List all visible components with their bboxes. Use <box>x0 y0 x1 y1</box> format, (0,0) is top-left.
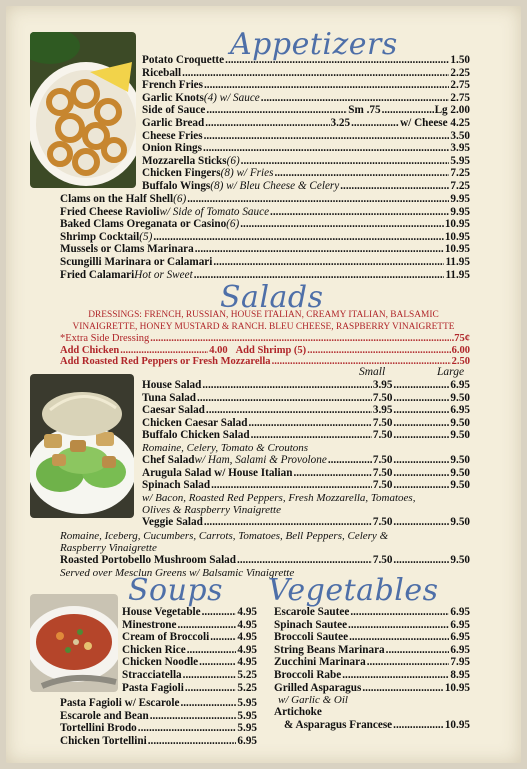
menu-item: Grilled Asparagus ..... 10.95 <box>274 682 470 695</box>
menu-item: String Beans Marinara ..... 6.95 <box>274 644 470 657</box>
menu-item: Mozzarella Sticks (6) ..... 5.95 <box>142 155 470 168</box>
item-description: w/ Bacon, Roasted Red Peppers, Fresh Mozzarella, Tomatoes, <box>142 491 416 504</box>
menu-item: Chicken Rice ..... 4.95 <box>122 644 257 657</box>
menu-item: Tortellini Brodo ..... 5.95 <box>60 722 257 735</box>
soup-photo <box>30 594 118 692</box>
menu-item: Side of Sauce ..... Sm .75 ..... Lg 2.00 <box>142 104 470 117</box>
dressings-line-1: DRESSINGS: FRENCH, RUSSIAN, HOUSE ITALIAN, CREAMY ITALIAN, BALSAMIC <box>88 310 439 320</box>
appetizers-list-top <box>142 54 470 193</box>
menu-item: Mussels or Clams Marinara ..... 10.95 <box>60 243 470 256</box>
item-description: Olives & Raspberry Vinaigrette <box>142 503 281 516</box>
menu-item: Potato Croquette ..... 1.50 <box>142 54 470 67</box>
menu-item: Cream of Broccoli ..... 4.95 <box>122 631 257 644</box>
item-description: Raspberry Vinaigrette <box>60 542 157 554</box>
menu-item: Veggie Salad ..... 7.50 ..... 9.50 <box>142 516 470 529</box>
menu-item: Broccoli Rabe ..... 8.95 <box>274 669 470 682</box>
item-description: Served over Mesclun Greens w/ Balsamic Vinaigrette <box>60 566 295 579</box>
menu-item: Garlic Knots (4) w/ Sauce ..... 2.75 <box>142 92 470 105</box>
menu-item: Onion Rings ..... 3.95 <box>142 142 470 155</box>
menu-item: Escarole and Bean ..... 5.95 <box>60 710 257 723</box>
menu-item: Chicken Noodle ..... 4.95 <box>122 656 257 669</box>
dressings-line-2: VINAIGRETTE, HONEY MUSTARD & RANCH. BLEU CHEESE, RASPBERRY VINAIGRETTE <box>72 322 455 332</box>
item-description: w/ Garlic & Oil <box>278 694 348 707</box>
menu-item: Buffalo Wings (8) w/ Bleu Cheese & Celery ..... 7.25 <box>142 180 470 193</box>
appetizers-title: Appetizers <box>230 27 398 62</box>
menu-item: Chicken Caesar Salad ..... 7.50 ..... 9.50 <box>142 417 470 430</box>
add-protein-row: Add Chicken ..... 4.00 Add Shrimp (5) ..... 6.00 <box>60 345 470 357</box>
vegetables-title: Vegetables <box>268 573 439 608</box>
menu-item: Baked Clams Oreganata or Casino (6) ..... 10.95 <box>60 218 470 231</box>
menu-item: Escarole Sautee ..... 6.95 <box>274 606 470 619</box>
menu-item: Spinach Sautee ..... 6.95 <box>274 619 470 632</box>
menu-item: Garlic Bread ..... 3.25 ..... w/ Cheese 4.25 <box>142 117 470 130</box>
salad-photo <box>30 374 134 518</box>
menu-item: Caesar Salad ..... 3.95 ..... 6.95 <box>142 404 470 417</box>
salads-list-wide <box>60 530 470 579</box>
menu-item: Roasted Portobello Mushroom Salad ..... 7.50 ..... 9.50 <box>60 554 470 567</box>
salads-list <box>142 379 470 528</box>
menu-item: Arugula Salad w/ House Italian ..... 7.50 ..... 9.50 <box>142 467 470 480</box>
menu-item: Pasta Fagioli ..... 5.25 <box>122 682 257 695</box>
menu-item: Fried Cheese Ravioli w/ Side of Tomato Sauce ..... 9.95 <box>60 206 470 219</box>
menu-item: French Fries ..... 2.75 <box>142 79 470 92</box>
menu-item: Riceball ..... 2.25 <box>142 67 470 80</box>
soups-title: Soups <box>128 573 224 608</box>
menu-item: Shrimp Cocktail (5) ..... 10.95 <box>60 231 470 244</box>
menu-item: Chicken Fingers (8) w/ Fries ..... 7.25 <box>142 167 470 180</box>
item-description: Romaine, Iceberg, Cucumbers, Carrots, Tomatoes, Bell Peppers, Celery & <box>60 530 389 542</box>
menu-item: Broccoli Sautee ..... 6.95 <box>274 631 470 644</box>
soups-list <box>122 606 257 694</box>
menu-item: Clams on the Half Shell (6) ..... 9.95 <box>60 193 470 206</box>
add-roasted-row: Add Roasted Red Peppers or Fresh Mozzarella ..... 2.50 <box>60 356 470 368</box>
dressings-text <box>30 309 497 333</box>
menu-item: House Salad ..... 3.95 ..... 6.95 <box>142 379 470 392</box>
extra-dressing-row: *Extra Side Dressing ..... .75¢ <box>60 333 470 345</box>
menu-item: Tuna Salad ..... 7.50 ..... 9.50 <box>142 392 470 405</box>
menu-item: Spinach Salad ..... 7.50 ..... 9.50 <box>142 479 470 492</box>
item-description: Romaine, Celery, Tomato & Croutons <box>142 441 309 454</box>
salads-title: Salads <box>220 280 324 315</box>
salad-extras <box>60 333 470 368</box>
menu-item: Cheese Fries ..... 3.50 <box>142 130 470 143</box>
menu-item: Minestrone ..... 4.95 <box>122 619 257 632</box>
menu-item: Scungilli Marinara or Calamari ..... 11.95 <box>60 256 470 269</box>
menu-item: Stracciatella ..... 5.25 <box>122 669 257 682</box>
menu-item: Buffalo Chicken Salad ..... 7.50 ..... 9.50 <box>142 429 470 442</box>
vegetables-list <box>274 606 470 731</box>
soups-list-wide <box>60 697 257 747</box>
menu-item: House Vegetable ..... 4.95 <box>122 606 257 619</box>
column-small: Small <box>359 366 386 378</box>
onion-rings-photo <box>30 32 136 188</box>
menu-item: Fried Calamari Hot or Sweet ..... 11.95 <box>60 269 470 282</box>
menu-item: Chicken Tortellini ..... 6.95 <box>60 735 257 748</box>
column-large: Large <box>437 366 465 378</box>
menu-item: Chef Salad w/ Ham, Salami & Provolone ..... 7.50 ..... 9.50 <box>142 454 470 467</box>
menu-item: & Asparagus Francese ..... 10.95 <box>274 719 470 732</box>
menu-item: Artichoke <box>274 706 322 719</box>
menu-item: Pasta Fagioli w/ Escarole ..... 5.95 <box>60 697 257 710</box>
menu-item: Zucchini Marinara ..... 7.95 <box>274 656 470 669</box>
appetizers-list-bottom <box>60 193 470 281</box>
